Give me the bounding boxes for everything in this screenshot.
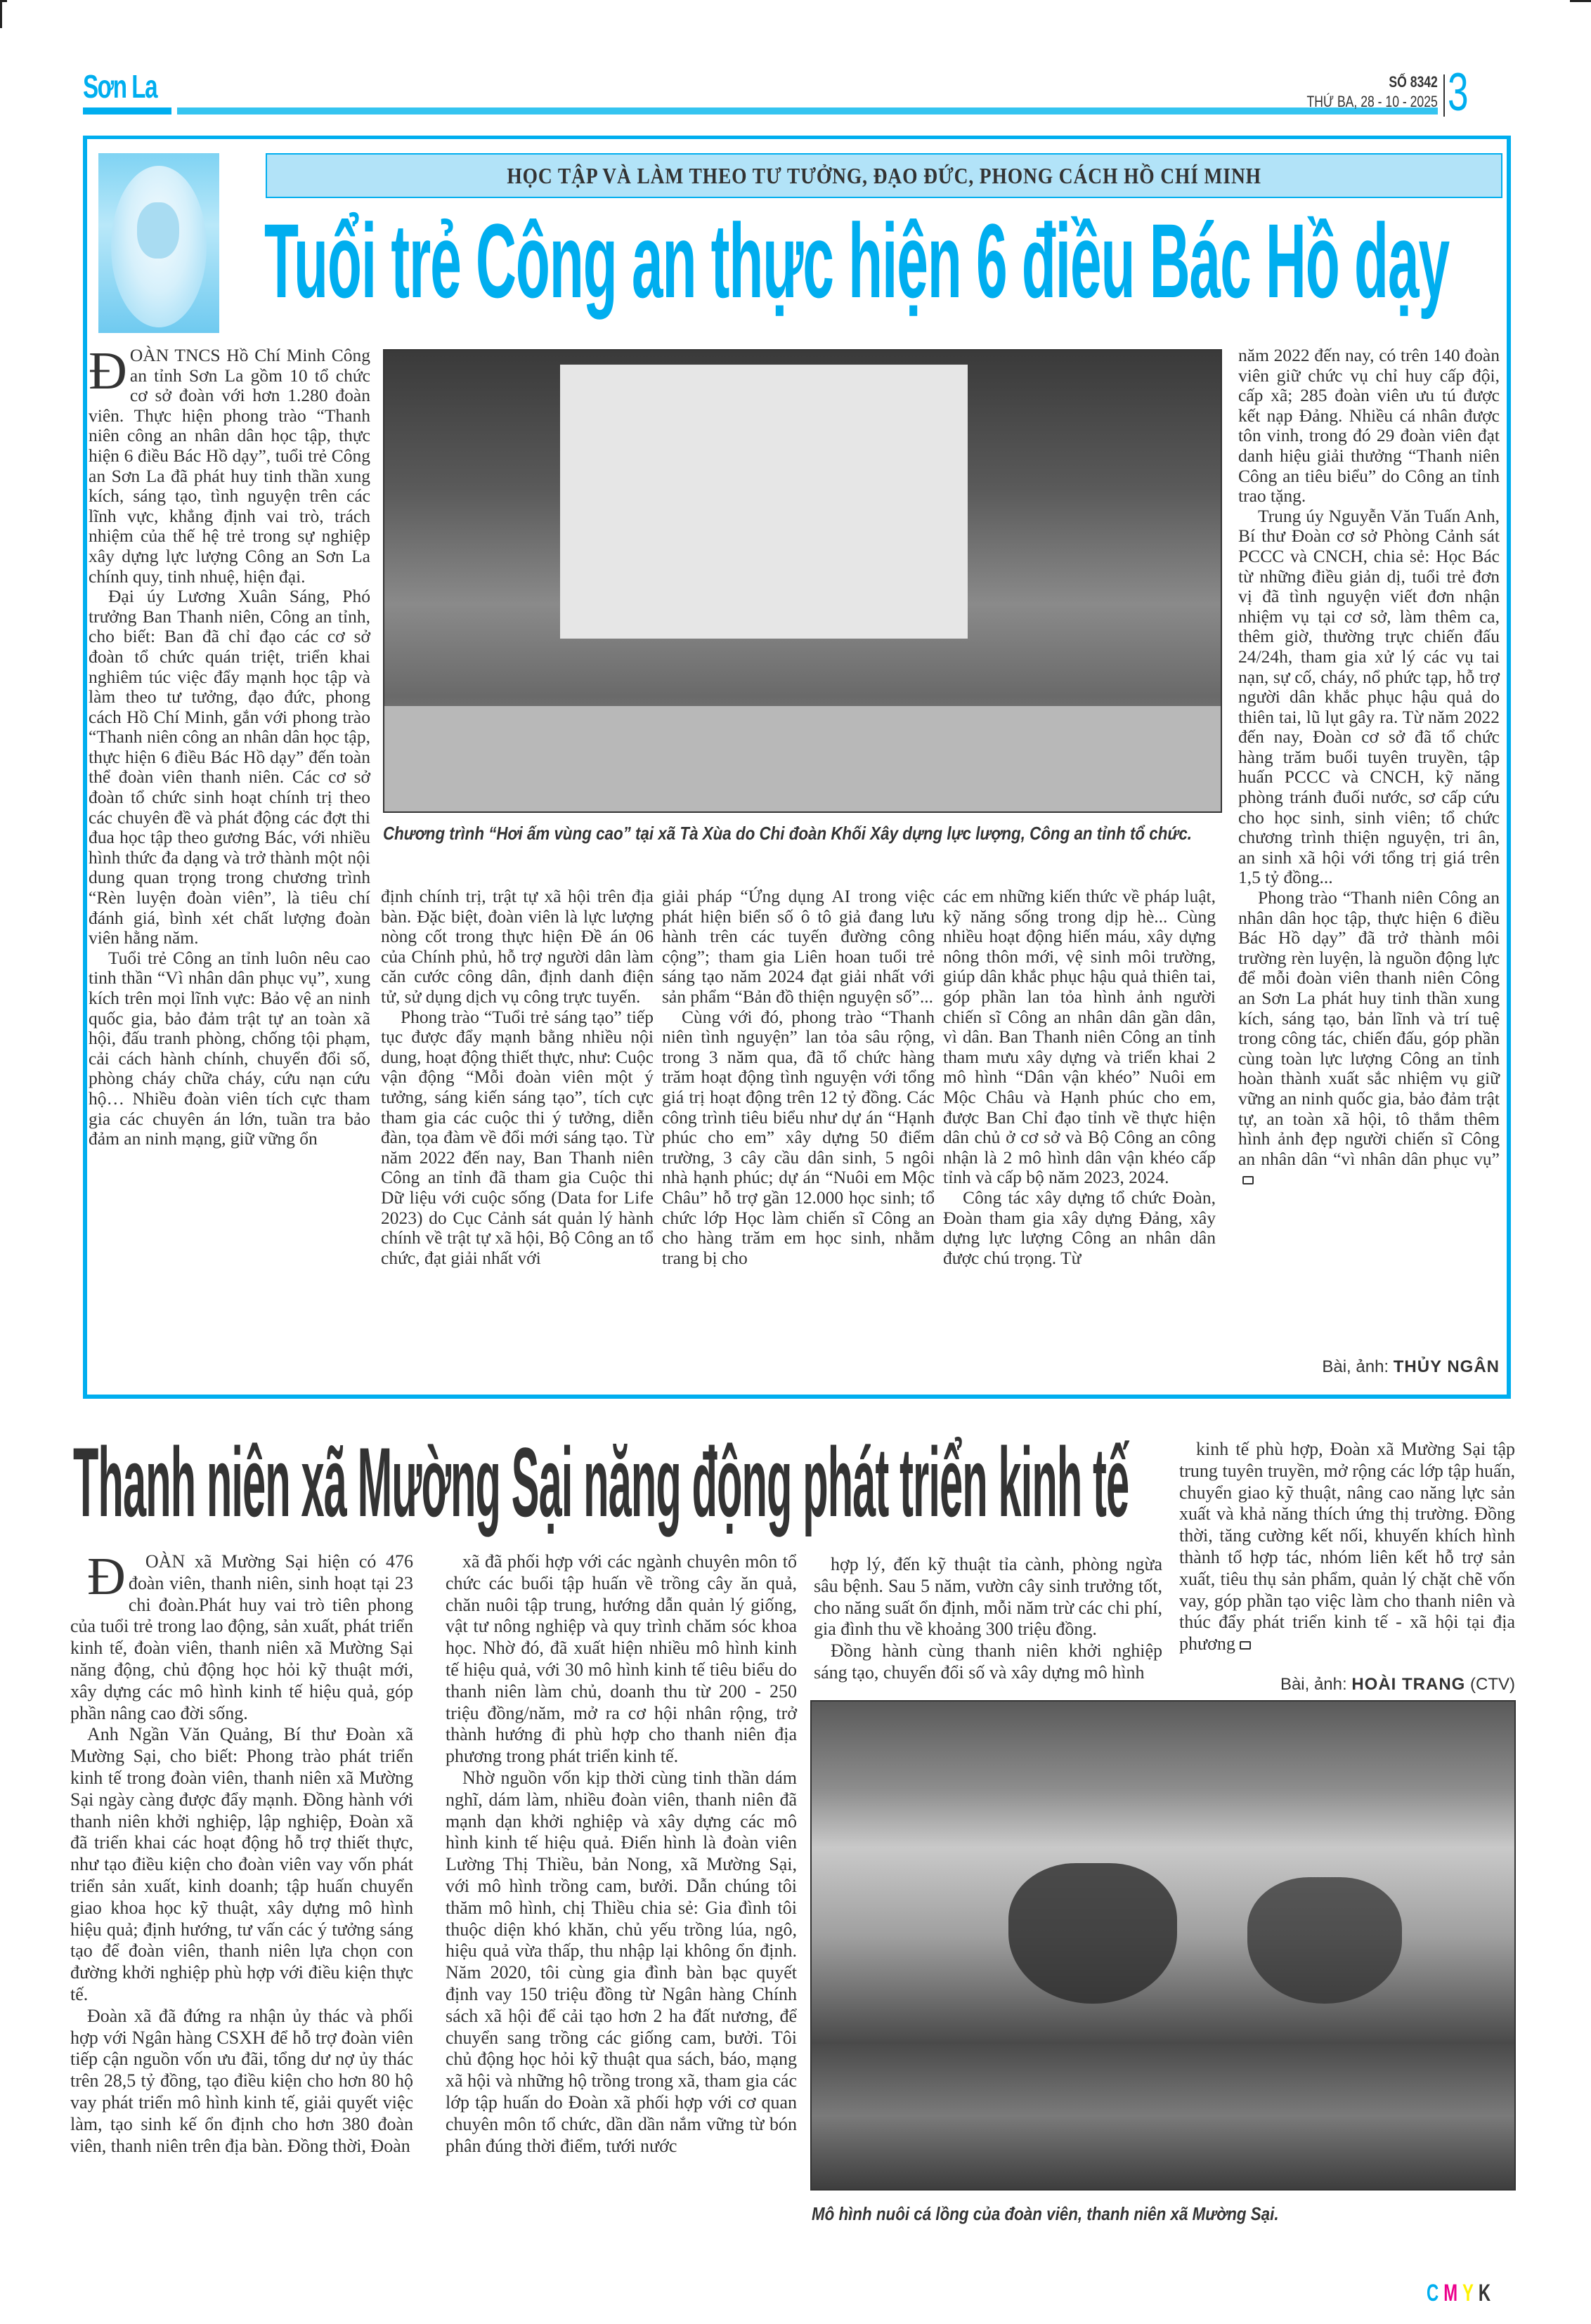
paragraph: Nhờ nguồn vốn kịp thời cùng tinh thần dám nghĩ, dám làm, nhiều đoàn viên, thanh niên đã mạnh dạn khởi nghiệp và xây dựng các mô hình kinh tế hiệu quả. Điển hình là đoàn viên Lường Thị Thiều, bản Nong, xã Mường Sại, với mô hình trồng cam, bưởi. Dẫn chúng tôi thăm mô hình, chị Thiều chia sẻ: Gia đình tôi thuộc diện khó khăn, chủ yếu trồng lúa, ngô, hiệu quả vừa thấp, thu nhập lại không ổn định. Năm 2020, tôi cùng gia đình bàn bạc quyết định vay 150 triệu đồng từ Ngân hàng Chính sách xã hội để cải tạo hơn 2 ha đất nương, để chuyển sang trồng các giống cam, bưởi. Tôi chủ động học hỏi kỹ thuật qua sách, báo, mạng xã hội và những hộ trồng trong xã, tham gia các lớp tập huấn do Đoàn xã phối hợp với cơ quan chuyên môn tổ chức, dần dần nắm vững từ bón phân đúng thời điểm, tưới nước [446,1767,797,2156]
byline-suffix: (CTV) [1470,1675,1515,1694]
cmyk-print-mark [1427,2280,1495,2307]
paragraph: Trung úy Nguyễn Văn Tuấn Anh, Bí thư Đoàn cơ sở Phòng Cảnh sát PCCC và CNCH, chia sẻ: Học Bác từ những điều giản dị, tuổi trẻ đơn vị đã tình nguyện viết đơn nhận nhiệm vụ tại cơ sở, làm thêm ca, thêm giờ, thường trực chiến đấu 24/24h, tham gia xử lý các vụ tai nạn, sự cố, cháy, nổ phức tạp, hỗ trợ người dân khắc phục hậu quả do thiên tai, lũ lụt gây ra. Từ năm 2022 đến nay, Đoàn cơ sở đã tổ chức hàng trăm buổi tuyên truyền, tập huấn PCCC và CNCH, kỹ năng phòng tránh đuối nước, sơ cấp cứu cho học sinh, sinh viên; tổ chức chương trình thiện nguyện, tri ân, an sinh xã hội với tổng trị giá trên 1,5 tỷ đồng... [1238,505,1500,888]
paragraph: Đại úy Lương Xuân Sáng, Phó trưởng Ban Thanh niên, Công an tỉnh, cho biết: Ban đã chỉ đạo các cơ sở đoàn tổ chức quán triệt, triển khai nghiêm túc việc đẩy mạnh học tập và làm theo tư tưởng, đạo đức, phong cách Hồ Chí Minh, gắn với phong trào “Thanh niên công an nhân dân học tập, thực hiện 6 điều Bác Hồ dạy” đến toàn thể đoàn viên thanh niên. Các cơ sở đoàn tổ chức sinh hoạt chính trị theo các chuyên đề và phát động các đợt thi đua học tập theo gương Bác, với nhiều hình thức đa dạng và trở thành một nội dung quan trọng trong chương trình “Rèn luyện đoàn viên”, là tiêu chí đánh giá, bình xét chất lượng đoàn viên hằng năm. [89,586,370,948]
cmyk-letter: M [1443,2280,1463,2306]
header-rule [177,107,1438,115]
article-column [943,887,1216,1268]
article-photo [383,349,1222,813]
photo-backdrop-banner [560,365,968,639]
kicker-text: HỌC TẬP VÀ LÀM THEO TƯ TƯỞNG, ĐẠO ĐỨC, PHONG CÁCH HỒ CHÍ MINH [507,162,1261,188]
article-column [70,1547,413,2157]
article-column [1179,1439,1515,1655]
headline: Thanh niên xã Mường Sại năng động phát triển kinh tế [73,1427,1129,1537]
byline-prefix: Bài, ảnh: [1322,1357,1389,1376]
paragraph: Công tác xây dựng tổ chức Đoàn, Đoàn tham gia xây dựng Đảng, xây dựng lực lượng Công an nhân dân được chú trọng. Từ [943,1187,1216,1268]
end-mark-icon [1242,1176,1254,1184]
paragraph: Cùng với đó, phong trào “Thanh niên tình nguyện” lan tỏa sâu rộng, trong 3 năm qua, đã tổ chức hàng trăm hoạt động tình nguyện với tổng giá trị hoạt động trên 12 tỷ đồng. Các công trình tiêu biểu như dự án “Hạnh phúc cho em” xây dựng 50 điểm trường, 3 cây cầu dân sinh, 5 ngôi nhà hạnh phúc; dự án “Nuôi em Mộc Châu” hỗ trợ gần 12.000 học sinh; tổ chức lớp Học làm chiến sĩ Công an cho hàng trăm em học sinh, nhằm trang bị cho [662,1006,935,1268]
paragraph: các em những kiến thức về pháp luật, kỹ năng sống trong dịp hè... Cùng nhiều hoạt động hiến máu, xây dựng nông thôn mới, vệ sinh môi trường, giúp dân khắc phục hậu quả thiên tai, góp phần lan tỏa hình ảnh người chiến sĩ Công an nhân dân gần dân, vì dân. Ban Thanh niên Công an tỉnh tham mưu xây dựng và triển khai 2 mô hình “Dân vận khéo” Nuôi em Mộc Châu và Hạnh phúc cho em, được Ban Chỉ đạo tỉnh về thực hiện dân chủ ở cơ sở và Bộ Công an công nhận là 2 mô hình dân vận khéo cấp tỉnh và cấp bộ năm 2023, 2024. [943,886,1216,1188]
kicker-banner [266,153,1502,198]
section-name: Sơn La [83,68,157,105]
issue-number: SỐ 8342 [1389,73,1438,91]
headline: Tuổi trẻ Công an thực hiện 6 điều Bác Hồ dạy [264,202,1450,320]
cmyk-letter: Y [1462,2280,1479,2306]
photo-fish-net [1008,1863,1177,2004]
header-rule [83,107,171,115]
paragraph: Đoàn xã đã đứng ra nhận ủy thác và phối hợp với Ngân hàng CSXH để hỗ trợ đoàn viên tiếp cận nguồn vốn ưu đãi, tổng dư nợ ủy thác trên 28,5 tỷ đồng, tạo điều kiện cho hơn 80 hộ vay phát triển mô hình kinh tế, giải quyết việc làm, tạo sinh kế ổn định cho hơn 380 đoàn viên, thanh niên trên địa bàn. Đồng thời, Đoàn [70,2005,413,2156]
paragraph: kinh tế phù hợp, Đoàn xã Mường Sại tập trung tuyên truyền, mở rộng các lớp tập huấn, chuyển giao kỹ thuật, nâng cao năng lực sản xuất và khả năng thích ứng thị trường. Đồng thời, tăng cường kết nối, khuyến khích hình thành tổ hợp tác, nhóm liên kết hỗ trợ sản xuất, tiêu thụ sản phẩm, quản lý chặt chẽ vốn vay, góp phần tạo việc làm cho thanh niên và thúc đẩy phát triển kinh tế - xã hội tại địa phương [1179,1439,1515,1654]
byline [1238,1357,1500,1377]
paragraph: Đồng hành cùng thanh niên khởi nghiệp sáng tạo, chuyển đổi số và xây dựng mô hình [814,1640,1162,1683]
byline [1179,1675,1515,1695]
paragraph: Tuổi trẻ Công an tỉnh luôn nêu cao tinh thần “Vì nhân dân phục vụ”, xung kích trên mọi lĩnh vực: Bảo vệ an ninh quốc gia, bảo đảm trật tự an toàn xã hội, đấu tranh phòng, chống tội phạm, cải cách hành chính, chuyển đổi số, phòng cháy chữa cháy, cứu nạn cứu hộ… Nhiều đoàn viên tích cực tham gia các chuyên án lớn, tuần tra bảo đảm an ninh mạng, giữ vững ổn [89,947,370,1149]
byline-author: HOÀI TRANG [1351,1675,1466,1694]
article-column [446,1551,797,2157]
byline-prefix: Bài, ảnh: [1280,1675,1347,1694]
cmyk-letter: C [1427,2280,1444,2306]
paragraph: định chính trị, trật tự xã hội trên địa bàn. Đặc biệt, đoàn viên là lực lượng nòng cốt trong thực hiện Đề án 06 của Chính phủ, hỗ trợ người dân làm căn cước công dân, định danh điện tử, sử dụng dịch vụ công trực tuyến. [381,886,654,1007]
end-mark-icon [1240,1641,1251,1650]
paragraph: Anh Ngần Văn Quảng, Bí thư Đoàn xã Mường Sại, cho biết: Phong trào phát triển kinh tế trong đoàn viên, thanh niên xã Mường Sại ngày càng được đẩy mạnh. Đồng hành với thanh niên khởi nghiệp, lập nghiệp, Đoàn xã đã triển khai các hoạt động hỗ trợ thiết thực, như tạo điều kiện cho đoàn viên vay vốn phát triển sản xuất, kinh doanh; tập huấn chuyển giao khoa học kỹ thuật, xây dựng mô hình hiệu quả; định hướng, tư vấn các ý tưởng sáng tạo để đoàn viên, thanh niên lựa chọn con đường khởi nghiệp phù hợp với điều kiện thực tế. [70,1724,413,2004]
paragraph: Phong trào “Tuổi trẻ sáng tạo” tiếp tục được đẩy mạnh bằng nhiều nội dung, hoạt động thiết thực, như: Cuộc vận động “Mỗi đoàn viên một ý tưởng, sáng kiến sáng tạo”, tích cực tham gia các cuộc thi ý tưởng, diễn đàn, tọa đàm về đổi mới sáng tạo. Từ năm 2022 đến nay, Ban Thanh niên Công an tỉnh đã tham gia Cuộc thi Dữ liệu với cuộc sống (Data for Life 2023) do Cục Cảnh sát quản lý hành chính về trật tự xã hội, Bộ Công an tổ chức, đạt giải nhất với [381,1006,654,1268]
article-column [381,887,654,1268]
byline-author: THỦY NGÂN [1393,1357,1500,1376]
paragraph: Đ OÀN xã Mường Sại hiện có 476 đoàn viên, thanh niên, sinh hoạt tại 23 chi đoàn.Phát huy vai trò tiên phong của tuổi trẻ trong lao động, sản xuất, phát triển kinh tế, đoàn viên, thanh niên xã Mường Sại năng động, chủ động học hỏi kỹ thuật mới, xây dựng các mô hình kinh tế hiệu quả, góp phần nâng cao đời sống. [70,1547,413,1723]
drop-cap: Đ [87,1547,126,1606]
paragraph: giải pháp “Ứng dụng AI trong việc phát hiện biển số ô tô giả đang lưu hành trên các tuyến đường công cộng”; tham gia Liên hoan tuổi trẻ sáng tạo năm 2024 đạt giải nhất với sản phẩm “Bản đồ thiện nguyện số”... [662,886,935,1007]
photo-ground [384,706,1221,811]
article-column [814,1554,1162,1684]
paragraph: xã đã phối hợp với các ngành chuyên môn tổ chức các buổi tập huấn về trồng cây ăn quả, chăn nuôi tập trung, hướng dẫn quản lý giống, vật tư nông nghiệp và quy trình chăm sóc khoa học. Nhờ đó, đã xuất hiện nhiều mô hình kinh tế hiệu quả, với 30 mô hình kinh tế tiêu biểu do thanh niên làm chủ, doanh thu từ 200 - 250 triệu đồng/năm, mở ra cơ hội nhân rộng, trở thành hướng đi phù hợp cho thanh niên địa phương trong phát triển kinh tế. [446,1551,797,1767]
issue-date: THỨ BA, 28 - 10 - 2025 [1306,93,1438,110]
paragraph: hợp lý, đến kỹ thuật tỉa cành, phòng ngừa sâu bệnh. Sau 5 năm, vườn cây sinh trưởng tốt, cho năng suất ổn định, mỗi năm trừ các chi phí, gia đình thu về khoảng 300 triệu đồng. [814,1554,1162,1640]
photo-caption: Mô hình nuôi cá lồng của đoàn viên, thanh niên xã Mường Sại. [812,2203,1279,2224]
article-photo [810,1700,1516,2191]
paragraph: năm 2022 đến nay, có trên 140 đoàn viên giữ chức vụ chỉ huy cấp đội, cấp xã; 285 đoàn viên ưu tú được kết nạp Đảng. Nhiều cá nhân được tôn vinh, trong đó 29 đoàn viên đạt danh hiệu giải thưởng “Thanh niên Công an tiêu biểu” do Công an tỉnh trao tặng. [1238,345,1500,507]
article-column [1238,346,1500,1189]
article-column [662,887,935,1268]
portrait-figure [137,202,179,259]
article-column [89,341,370,1149]
portrait-image [98,153,219,333]
paragraph: Phong trào “Thanh niên Công an nhân dân học tập, thực hiện 6 điều Bác Hồ dạy” đã trở thành môi trường rèn luyện, là nguồn động lực để mỗi đoàn viên thanh niên Công an Sơn La phát huy tinh thần xung kích, sáng tạo, bản lĩnh và trí tuệ trong công tác, chiến đấu, góp phần cùng toàn lực lượng Công an tỉnh hoàn thành xuất sắc nhiệm vụ giữ vững an ninh quốc gia, bảo đảm trật tự, an toàn xã hội, tô thắm thêm hình ảnh đẹp người chiến sĩ Công an nhân dân “vì nhân dân phục vụ” [1238,888,1500,1189]
crop-mark [1570,0,1591,2]
page-number-divider [1443,74,1445,117]
drop-cap: Đ [89,341,127,400]
paragraph: ĐOÀN TNCS Hồ Chí Minh Công an tỉnh Sơn La gồm 10 tổ chức cơ sở đoàn với hơn 1.280 đoàn viên. Thực hiện phong trào “Thanh niên công an nhân dân học tập, thực hiện 6 điều Bác Hồ dạy”, tuổi trẻ Công an Sơn La đã phát huy tinh thần xung kích, sáng tạo, tình nguyện trên các lĩnh vực, khẳng định vai trò, trách nhiệm của thế hệ trẻ trong sự nghiệp xây dựng lực lượng Công an Sơn La chính quy, tinh nhuệ, hiện đại. [89,341,370,587]
page-number: 3 [1448,63,1469,122]
photo-fish-net [1247,1877,1402,2004]
cmyk-letter: K [1478,2280,1496,2306]
photo-caption: Chương trình “Hơi ấm vùng cao” tại xã Tà Xùa do Chi đoàn Khối Xây dựng lực lượng, Công an tỉnh tổ chức. [383,823,1192,844]
crop-mark [0,0,7,2]
crop-mark [0,0,2,28]
